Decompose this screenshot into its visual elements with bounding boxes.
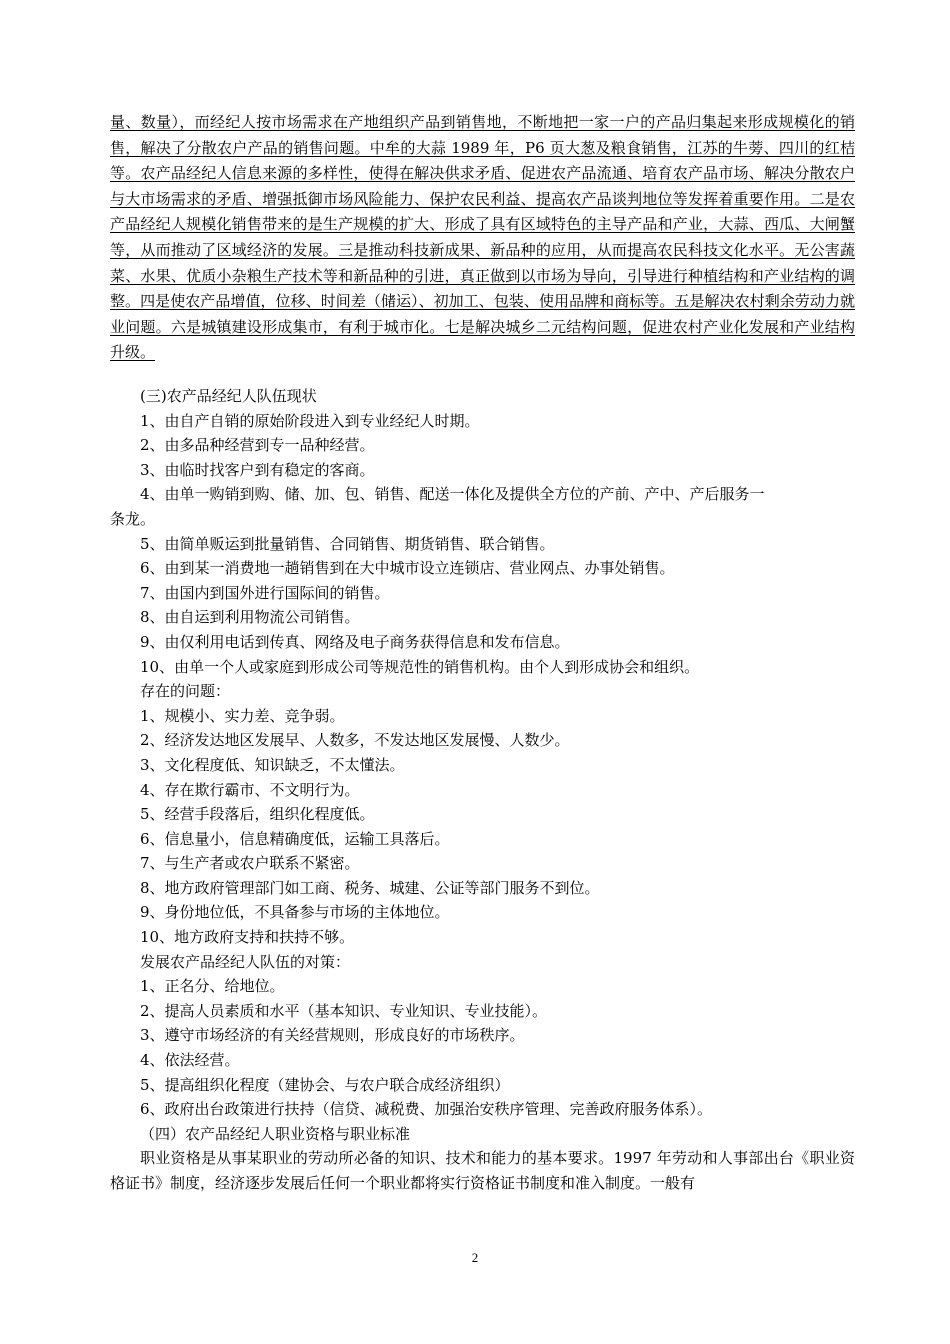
list-item: 1、正名分、给地位。 <box>140 977 285 996</box>
list-item: 2、由多品种经营到专一品种经营。 <box>140 436 375 455</box>
list-item-continuation: 条龙。 <box>110 509 156 528</box>
list-item: 8、地方政府管理部门如工商、税务、城建、公证等部门服务不到位。 <box>140 878 600 897</box>
list-item: 10、由单一个人或家庭到形成公司等规范性的销售机构。由个人到形成协会和组织。 <box>140 657 700 676</box>
list-item: 9、身份地位低，不具备参与市场的主体地位。 <box>140 903 450 922</box>
list-item: 10、地方政府支持和扶持不够。 <box>140 928 355 947</box>
list-item: 2、提高人员素质和水平（基本知识、专业知识、专业技能）。 <box>140 1001 548 1020</box>
list-item: 4、存在欺行霸市、不文明行为。 <box>140 780 360 799</box>
list-item: 2、经济发达地区发展早、人数多，不发达地区发展慢、人数少。 <box>140 731 570 750</box>
section3-heading: (三)农产品经纪人队伍现状 <box>140 387 317 405</box>
problems-heading: 存在的问题： <box>140 682 231 701</box>
list-item: 4、由单一购销到购、储、加、包、销售、配送一体化及提供全方位的产前、产中、产后服务一 <box>140 485 765 504</box>
list-item: 5、提高组织化程度（建协会、与农户联合成经济组织） <box>140 1075 510 1094</box>
list-item: 1、由自产自销的原始阶段进入到专业经纪人时期。 <box>140 411 480 430</box>
page-number: 2 <box>471 1250 479 1265</box>
list-item: 7、由国内到国外进行国际间的销售。 <box>140 583 390 602</box>
list-item: 4、依法经营。 <box>140 1051 240 1070</box>
list-item: 6、政府出台政策进行扶持（信贷、减税费、加强治安秩序管理、完善政府服务体系）。 <box>140 1100 713 1119</box>
countermeasures-heading: 发展农产品经纪人队伍的对策： <box>140 952 351 971</box>
underlined-paragraph-text: 量、数量），而经纪人按市场需求在产地组织产品到销售地，不断地把一家一户的产品归集起来形成规模化的销售，解决了分散农户产品的销售问题。中牟的大蒜 1989 年，P6 页大葱及粮食销售，江苏的牛蒡、四川的红桔等。农产品经纪人信息来源的多样性，使得在解决供求矛盾、促进农产品流通、培育农产品市场、解决分散农户与大市场需求的矛盾、增强抵御市场风险能力、保护农民利益、提高农产品谈判地位等发挥着重要作用。二是农产品经纪人规模化销售带来的是生产规模的扩大、形成了具有区域特色的主导产品和产业，大蒜、西瓜、大闸蟹等，从而推动了区域经济的发展。三是推动科技新成果、新品种的应用，从而提高农民科技文化水平。无公害蔬菜、水果、优质小杂粮生产技术等和新品种的引进，真正做到以市场为导向，引导进行种植结构和产业结构的调整。四是使农产品增值，位移、时间差（储运）、初加工、包装、使用品牌和商标等。五是解决农村剩余劳动力就业问题。六是城镇建设形成集市，有利于城市化。七是解决城乡二元结构问题，促进农村产业化发展和产业结构升级。 <box>110 113 855 362</box>
section4-paragraph: 职业资格是从事某职业的劳动所必备的知识、技术和能力的基本要求。1997 年劳动和人事部出台《职业资格证书》制度，经济逐步发展后任何一个职业都将实行资格证书制度和准入制度。一般有 <box>110 1149 855 1192</box>
list-item: 5、经营手段落后，组织化程度低。 <box>140 805 375 824</box>
list-item: 6、由到某一消费地一趟销售到在大中城市设立连锁店、营业网点、办事处销售。 <box>140 559 675 578</box>
list-item: 3、遵守市场经济的有关经营规则，形成良好的市场秩序。 <box>140 1026 525 1045</box>
list-item: 3、由临时找客户到有稳定的客商。 <box>140 460 375 479</box>
section4-heading: （四）农产品经纪人职业资格与职业标准 <box>140 1124 411 1143</box>
list-item: 7、与生产者或农户联系不紧密。 <box>140 854 360 873</box>
list-item: 1、规模小、实力差、竞争弱。 <box>140 706 345 725</box>
list-item: 6、信息量小，信息精确度低，运输工具落后。 <box>140 829 450 848</box>
underlined-paragraph <box>110 110 855 366</box>
list-item: 9、由仅利用电话到传真、网络及电子商务获得信息和发布信息。 <box>140 632 570 651</box>
list-item: 3、文化程度低、知识缺乏，不太懂法。 <box>140 755 405 774</box>
list-item: 8、由自运到利用物流公司销售。 <box>140 608 360 627</box>
body-sections <box>110 384 855 1196</box>
list-item: 5、由简单贩运到批量销售、合同销售、期货销售、联合销售。 <box>140 534 555 553</box>
